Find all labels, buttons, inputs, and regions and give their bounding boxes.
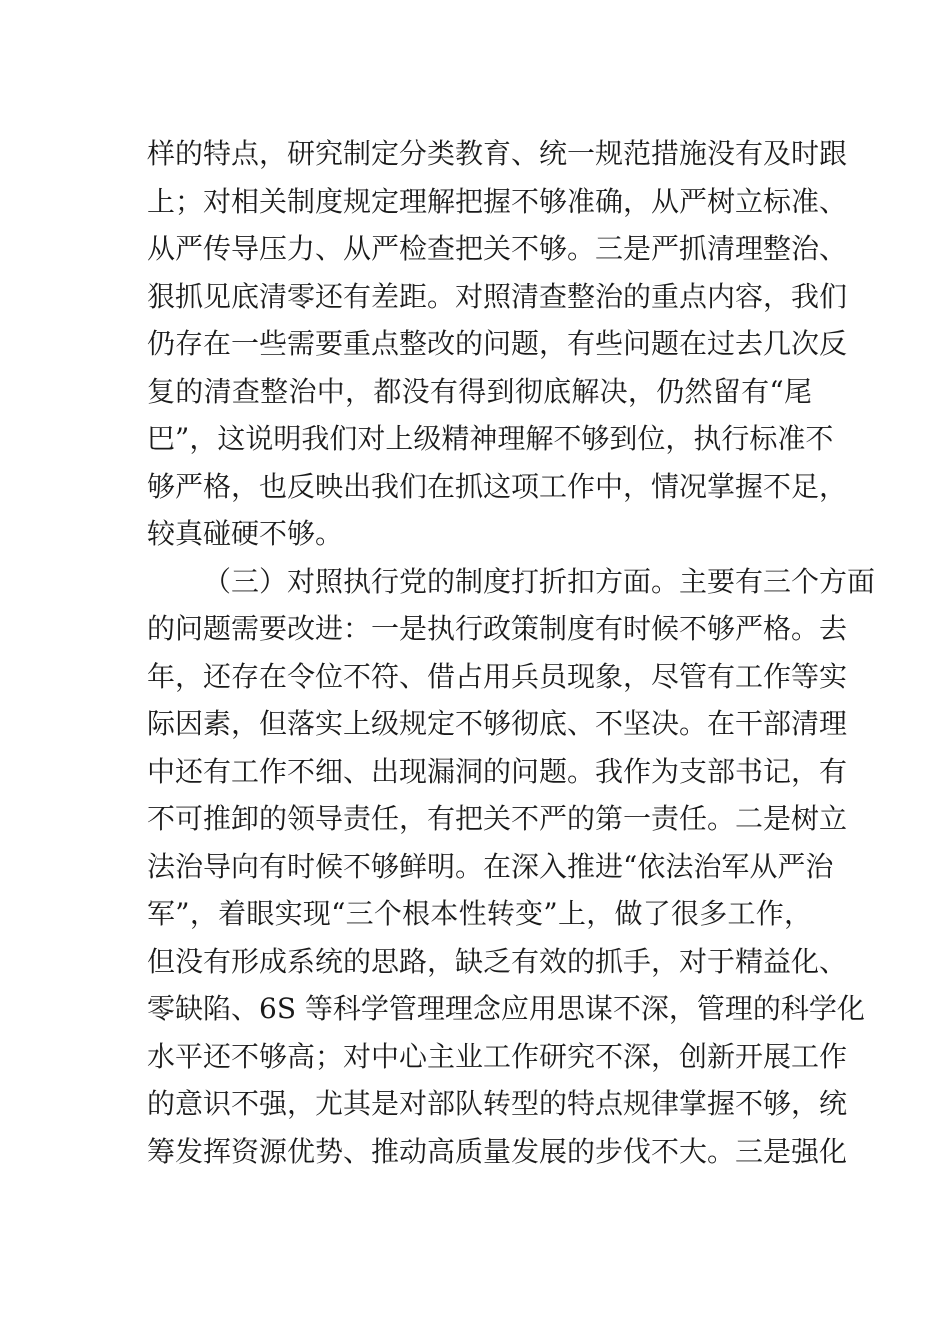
text-line: 样的特点，研究制定分类教育、统一规范措施没有及时跟 [147, 137, 848, 170]
paragraph-1 [147, 130, 848, 558]
text-line: 际因素，但落实上级规定不够彻底、不坚决。在干部清理 [147, 707, 848, 740]
text-line: 巴”，这说明我们对上级精神理解不够到位，执行标准不 [147, 422, 834, 455]
text-line: 的意识不强，尤其是对部队转型的特点规律掌握不够，统 [147, 1087, 848, 1120]
text-line: 不可推卸的领导责任，有把关不严的第一责任。二是树立 [147, 802, 848, 835]
body-text [147, 130, 876, 1175]
text-line: 从严传导压力、从严检查把关不够。三是严抓清理整治、 [147, 232, 848, 265]
text-line: 水平还不够高；对中心主业工作研究不深，创新开展工作 [147, 1039, 848, 1073]
paragraph-heading-line: （三）对照执行党的制度打折扣方面。主要有三个方面 [203, 564, 876, 598]
text-line: 较真碰硬不够。 [147, 517, 344, 550]
text-line: 复的清查整治中，都没有得到彻底解决，仍然留有“尾 [147, 374, 812, 408]
text-line: 法治导向有时候不够鲜明。在深入推进“依法治军从严治 [147, 849, 834, 883]
text-line: 的问题需要改进：一是执行政策制度有时候不够严格。去 [147, 612, 848, 645]
text-line: 狠抓见底清零还有差距。对照清查整治的重点内容，我们 [147, 279, 848, 313]
text-line: 上；对相关制度规定理解把握不够准确，从严树立标准、 [147, 184, 848, 218]
text-line: 中还有工作不细、出现漏洞的问题。我作为支部书记，有 [147, 754, 848, 788]
text-line: 够严格，也反映出我们在抓这项工作中，情况掌握不足， [147, 469, 848, 503]
text-line: 零缺陷、6S 等科学管理理念应用思谋不深，管理的科学化 [147, 992, 865, 1025]
text-line: 年，还存在令位不符、借占用兵员现象，尽管有工作等实 [147, 659, 848, 693]
paragraph-2 [147, 558, 876, 1176]
text-line: 军”，着眼实现“三个根本性转变”上，做了很多工作， [147, 897, 812, 930]
text-line: 但没有形成系统的思路，缺乏有效的抓手，对于精益化、 [147, 944, 848, 978]
text-line: 仍存在一些需要重点整改的问题，有些问题在过去几次反 [147, 327, 848, 360]
text-line: 筹发挥资源优势、推动高质量发展的步伐不大。三是强化 [147, 1134, 848, 1168]
